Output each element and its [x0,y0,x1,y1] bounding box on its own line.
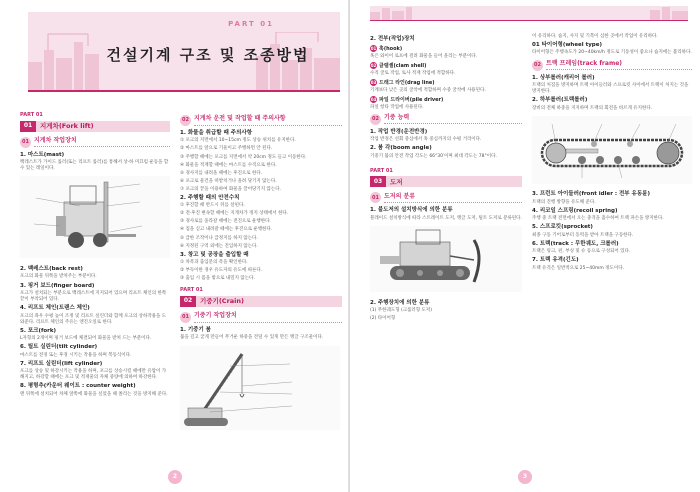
chapter-heading [180,296,342,307]
item-desc: 붐을 길고 굳게 만들어 무거운 하중을 견딜 수 있게 만든 앵글 구조물이다. [180,335,324,341]
sub-item [370,96,522,104]
list-line: ⑤ 급한 조작이나 급정지를 하지 않는다. [180,235,258,241]
forklift-illustration [20,176,170,258]
item-title: 7. 리프트 실린더(lift cylinder) [20,360,103,367]
list-line: ② 마스트를 앞으로 기울이고 주행하면 안 된다. [180,146,273,152]
section-heading [370,192,522,203]
list-line: ⑤ 경사지를 내려올 때에는 후진으로 한다. [180,170,263,176]
item-title: 2. 붐 각(boom angle) [370,145,432,152]
item-title: 1. 기중기 붐 [180,327,211,334]
item-title: 2. 백레스트(back rest) [20,266,83,273]
item-title: 3. 핑거 보드(finger board) [20,282,95,289]
section-number: 02 [370,114,381,125]
item-title: 7. 트랙 유격(긴도) [532,257,579,264]
chapter-title: 도저 [386,176,522,187]
sub-item [370,62,522,70]
item-desc: (2) 타이어형 [370,316,396,322]
sub-number: 04 [370,96,377,102]
item-title: 1. 상부롤러(캐리어 롤러) [532,74,595,81]
chapter-heading [20,121,170,132]
sub-title: 훅(hook) [379,46,403,53]
section-number: 01 [20,137,31,148]
item-title: 5. 포크(fork) [20,327,57,334]
item-desc: 최종 구동 기어로부터 동력을 받아 트랙을 구동한다. [532,232,634,238]
list-line: ④ 화물을 적재할 때에는 마스트를 수직으로 한다. [180,162,277,168]
chapter-number: 02 [180,296,196,307]
item-desc: 포크의 화물 뒤쪽을 받쳐주는 부분이다. [20,274,97,280]
list-line: ⑥ 지정된 구역 외에는 진입하지 않는다. [180,243,258,249]
right-page-header [370,6,688,20]
sub-desc: 혹은 와이어 로프에 걸려 화물을 들어 올리는 부분이다. [370,54,478,60]
sub-desc: 파일 항타 작업에 사용된다. [370,104,424,110]
item-desc: 주행 중 트랙 전면에서 오는 충격을 흡수하여 트랙 파손을 방지한다. [532,216,664,222]
city-skyline-illustration [370,6,688,20]
item-desc: (1) 무한궤도형 (크롤러형 도저) [370,308,432,314]
header-divider [28,90,340,92]
item-desc: 트랙의 진행 방향을 유도해 준다. [532,199,596,205]
list-line: ① 후진할 때 반드시 뒤를 살핀다. [180,203,245,209]
item-desc: 블레이드 설치방식에 따라 스트레이트 도저, 앵글 도저, 틸트 도저로 분류된다. [370,215,522,221]
item-title: 3. 프런트 아이들러(front idler : 전부 유동륜) [532,191,650,198]
list-line: ② 부득이한 경우 유도자의 유도에 따른다. [180,268,263,274]
section-title: 도저의 분류 [384,193,522,203]
section-heading [20,137,170,148]
item-title: 8. 평형추(카운터 웨이트 : counter weight) [20,383,136,390]
item-title: 4. 리코일 스프링(recoil spring) [532,207,618,214]
header-divider [370,20,688,21]
item-desc: L자형의 2개이며 핑거 보드에 체결되어 화물을 받쳐 드는 부분이다. [20,336,152,342]
chapter-title: 기중기(Crain) [196,296,342,307]
section-title: 지게차 작업장치 [34,137,170,147]
item-title: 6. 틸트 실린더(tilt cylinder) [20,344,98,351]
section-number: 01 [370,192,381,203]
item-title: 6. 트랙(track : 무한궤도, 크롤러) [532,240,619,247]
section-heading [370,114,522,125]
part-tag: PART 01 [20,112,43,118]
page-number: 2 [168,470,182,484]
section-heading [532,60,692,71]
list-line: ① 차폭과 출입문의 폭을 확인한다. [180,260,248,266]
left-column-2 [180,112,342,435]
item-title: 2. 전부(작업)장치 [370,36,415,42]
sub-desc: 기계보다 낮은 곳의 굴착에 적합하며 수중 굴착에 사용된다. [370,87,486,93]
item-title: 01 타이어형(wheel type) [532,42,602,49]
section-number: 02 [532,60,543,71]
item-desc: 마스트를 전경 또는 후경 시키는 작용을 하며 복동식이다. [20,352,132,358]
sub-number: 01 [370,46,377,52]
right-column-1 [370,34,522,324]
item-desc: 작업 반경은 선회 중심에서 혹 중심까지의 수평 거리이다. [370,137,482,143]
item-desc: 장비의 전체 하중을 지지하며 트랙의 회전을 바르게 유지한다. [532,105,653,111]
page-number: 3 [518,470,532,484]
item-desc: 기중기 붐의 안전 작업 각도는 66°30′이며 최대 각도는 78°이다. [370,153,497,159]
item-title: 2. 주행할 때의 안전수칙 [180,194,240,201]
section-heading [180,312,342,323]
section-title: 기중기 작업장치 [194,312,342,322]
item-title: 4. 리프트 체인(트랜스 체인) [20,305,90,312]
item-desc: 트랙은 링크, 핀, 부싱 및 슈 등으로 구성되어 있다. [532,249,631,255]
item-desc: 포크를 상승 및 하강시키는 작용을 하며, 포크를 상승시킬 때에만 유압이 가해지고, 하강할 때에는 포크 및 적재물의 자체 중량에 의하여 하강한다. [20,369,167,381]
list-line: ⑥ 포크로 물건을 떠받치거나 올려 당기지 않는다. [180,178,277,184]
sub-number: 02 [370,63,377,69]
section-number: 02 [180,115,191,126]
part-tag: PART 01 [370,167,393,174]
sub-title: 클램셸(clam shell) [379,63,427,70]
part-tag: PART 01 [180,287,203,294]
list-line: ③ 경사로를 올라갈 때에는 전진으로 운행한다. [180,219,271,225]
right-column-2 [532,34,692,274]
chapter-number: 03 [370,176,386,187]
section-title: 기중 능력 [384,114,522,124]
item-desc: 포크의 좌우 수평 높이 조정 및 리프트 실린더와 함께 포크의 상하작용을 도와준다. 리프트 체인의 주유는 엔진오일로 한다. [20,313,167,325]
section-heading [180,115,342,126]
item-desc: 백레스트가 가이드 롤러(또는 리프트 롤러)를 통해서 상·하 미끄럼 운동을 할 수 있는 레일이다. [20,160,169,172]
item-title: 1. 화물을 취급할 때 주의사항 [180,130,253,136]
section-title: 트랙 프레임(track frame) [546,60,692,70]
item-desc: 맨 뒤쪽에 설치되어 차체 앞쪽에 화물을 실었을 때 쏠리는 것을 방지해 준다. [20,391,168,397]
sub-item [370,79,522,87]
item-title: 1. 불도저의 설치방식에 의한 분류 [370,207,453,214]
item-title: 2. 하부롤러(트랙롤러) [532,97,588,104]
list-line: ④ 짐을 싣고 내려갈 때에는 후진으로 운행한다. [180,227,273,233]
list-line: ⑦ 포크의 끝을 이용하여 화물을 끌어당기지 않는다. [180,186,281,192]
page-header [28,12,340,90]
list-line: ③ 출입 시 몸을 밖으로 내밀지 않는다. [180,276,255,282]
section-title: 지게차 운전 및 작업할 때 주의사항 [194,115,342,125]
list-line: ② 전·후진 변속할 때에는 지게차가 정지 상태에서 한다. [180,211,289,217]
list-line: ① 포크의 지면에서 10~15cm 정도 상승 위치를 유지한다. [180,138,296,144]
sub-item [370,45,522,53]
sub-number: 03 [370,80,377,86]
sub-title: 드래그 라인(drag line) [379,80,435,87]
item-desc: 포크가 설치되는 부분으로 백레스트에 지지되어 있으며 리프트 체인의 한쪽 끝이 부착되어 있다. [20,290,167,303]
item-desc: 트랙 유격은 일반적으로 25~40mm 정도이다. [532,265,624,271]
item-desc: 트랙의 처짐을 방지하며 트랙 아이들러와 스프로킷 사이에서 트랙이 처지는 것을 방지한다. [532,82,689,95]
bulldozer-illustration [370,226,522,292]
list-line: ③ 주행할 때에는 포크를 지면에서 약 20cm 정도 들고 이동한다. [180,154,307,160]
item-desc: 타이어형은 주행속도가 20~40km/h 정도로 기동성이 좋으나 습지에는 불리하다. [532,50,692,56]
sub-desc: 수직 굴토 작업, 토사 적재 작업에 적합하다. [370,70,456,76]
item-title: 2. 주행장치에 의한 분류 [370,299,430,306]
page-title: 건설기계 구조 및 조종방법 [106,46,310,64]
continued-text: 이 유리하다. 습지, 사지 및 기복이 심한 곳에서 작업이 유리하다. [532,34,658,39]
sub-title: 파일 드라이버(pile driver) [379,96,444,103]
chapter-title: 지게차(Fork lift) [36,121,170,132]
item-title: 3. 창고 및 공장을 출입할 때 [180,251,249,258]
section-number: 01 [180,312,191,323]
crane-illustration [180,346,340,430]
item-title: 1. 마스트(mast) [20,151,65,158]
right-page [350,0,700,492]
chapter-number: 01 [20,121,36,132]
part-label: PART 01 [228,20,274,28]
track-frame-illustration [532,116,692,184]
item-title: 1. 작업 반경(운전반경) [370,128,428,135]
left-column-1 [20,112,170,400]
item-title: 5. 스프로킷(sprocket) [532,224,593,231]
chapter-heading [370,176,522,187]
